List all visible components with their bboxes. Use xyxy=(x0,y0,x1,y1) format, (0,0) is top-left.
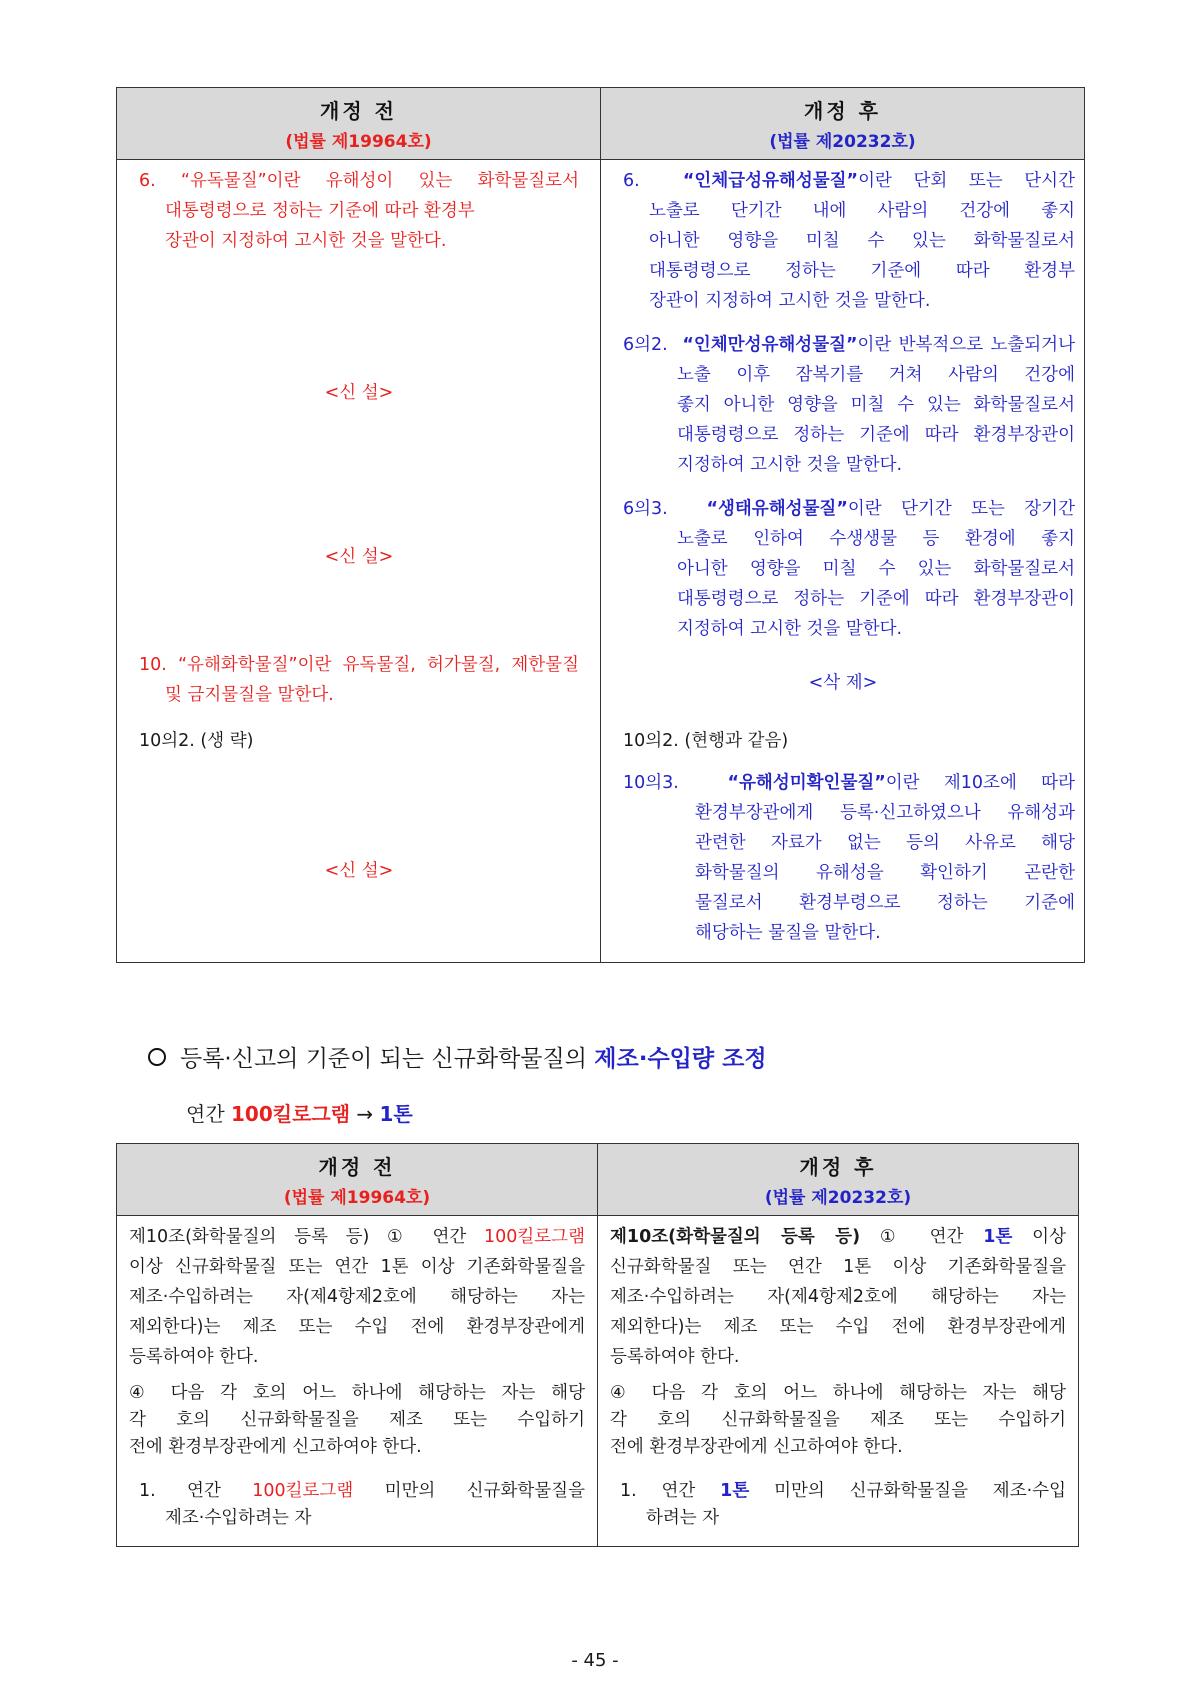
header-title-after: 개정 후 xyxy=(804,99,881,123)
after-article-10: 제10조(화학물질의 등록 등) ① 연간 1톤 이상 신규화학물질 또는 연간 1톤 이상 기존화학물질을 제조·수입하려는 자(제4항제2호에 해당하는 자는 제외한다)는 제조 또는 수입 전에 환경부장관에게 등록하여야 한다. xyxy=(610,1227,1066,1367)
header-after xyxy=(598,1144,1079,1216)
after-item-6: 6. “인체급성유해성물질”이란 단회 또는 단시간 노출로 단기간 내에 사람의 건강에 좋지 아니한 영향을 미칠 수 있는 화학물질로서 대통령령으로 정하는 기준에 따라 환경부 장관이 지정하여 고시한 것을 말한다. xyxy=(623,171,1075,311)
header-title-before: 개정 전 xyxy=(318,1155,396,1179)
after-item-6-3: 6의3. “생태유해성물질”이란 단기간 또는 장기간 노출로 인하여 수생생물 등 환경에 좋지 아니한 영향을 미칠 수 있는 화학물질로서 대통령령으로 정하는 기준에 따라 환경부장관이 지정하여 고시한 것을 말한다. xyxy=(623,499,1075,639)
before-item-1: 1. 연간 100킬로그램 미만의 신규화학물질을 제조·수입하려는 자 xyxy=(139,1481,585,1528)
before-new-1: <신 설> xyxy=(324,383,394,403)
before-article-10: 제10조(화학물질의 등록 등) ① 연간 100킬로그램 이상 신규화학물질 또는 연간 1톤 이상 기존화학물질을 제조·수입하려는 자(제4항제2호에 해당하는 자는 제외한다)는 제조 또는 수입 전에 환경부장관에게 등록하여야 한다. xyxy=(129,1227,585,1367)
after-item-6-2: 6의2. “인체만성유해성물질”이란 반복적으로 노출되거나 노출 이후 잠복기를 거쳐 사람의 건강에 좋지 아니한 영향을 미칠 수 있는 화학물질로서 대통령령으로 정하는 기준에 따라 환경부장관이 지정하여 고시한 것을 말한다. xyxy=(623,335,1075,475)
section-subheading: 연간 100킬로그램 → 1톤 xyxy=(186,1102,413,1126)
before-paragraph-4: ④ 다음 각 호의 어느 하나에 해당하는 자는 해당 각 호의 신규화학물질을 제조 또는 수입하기 전에 환경부장관에게 신고하여야 한다. xyxy=(129,1383,585,1457)
after-column xyxy=(598,1216,1079,1547)
header-law-after: (법률 제20232호) xyxy=(764,1188,912,1208)
header-after xyxy=(601,88,1085,160)
section-heading-highlight: 제조·수입량 조정 xyxy=(594,1046,767,1072)
after-item-10-2: 10의2. (현행과 같음) xyxy=(623,731,789,751)
header-title-before: 개정 전 xyxy=(320,99,397,123)
before-item-6: 6. “유독물질”이란 유해성이 있는 화학물질로서 대통령령으로 정하는 기준에 따라 환경부 장관이 지정하여 고시한 것을 말한다. xyxy=(139,171,579,251)
header-before xyxy=(117,1144,598,1216)
after-deleted: <삭 제> xyxy=(808,673,878,693)
section-heading: 등록·신고의 기준이 되는 신규화학물질의 제조·수입량 조정 xyxy=(148,1040,767,1073)
header-law-before: (법률 제19964호) xyxy=(283,1188,431,1208)
before-new-2: <신 설> xyxy=(324,547,394,567)
comparison-table-1 xyxy=(116,87,1085,963)
header-law-after: (법률 제20232호) xyxy=(769,132,916,152)
before-column xyxy=(117,1216,598,1547)
before-item-10-2: 10의2. (생 략) xyxy=(139,731,254,751)
before-item-10: 10. “유해화학물질”이란 유독물질, 허가물질, 제한물질 및 금지물질을 말한다. xyxy=(139,655,579,705)
before-new-3: <신 설> xyxy=(324,861,394,881)
after-item-10-3: 10의3. “유해성미확인물질”이란 제10조에 따라 환경부장관에게 등록·신고하였으나 유해성과 관련한 자료가 없는 등의 사유로 해당 화학물질의 유해성을 확인하기 곤란한 물질로서 환경부령으로 정하는 기준에 해당하는 물질을 말한다. xyxy=(623,773,1075,943)
header-law-before: (법률 제19964호) xyxy=(285,132,432,152)
comparison-table-2 xyxy=(116,1143,1079,1547)
header-before xyxy=(117,88,601,160)
header-title-after: 개정 후 xyxy=(799,1155,877,1179)
after-item-1: 1. 연간 1톤 미만의 신규화학물질을 제조·수입 하려는 자 xyxy=(620,1481,1066,1528)
after-paragraph-4: ④ 다음 각 호의 어느 하나에 해당하는 자는 해당 각 호의 신규화학물질을 제조 또는 수입하기 전에 환경부장관에게 신고하여야 한다. xyxy=(610,1383,1066,1457)
circle-bullet-icon xyxy=(148,1048,166,1066)
page-number: - 45 - xyxy=(571,1650,619,1671)
before-column xyxy=(117,160,601,963)
after-column xyxy=(601,160,1085,963)
